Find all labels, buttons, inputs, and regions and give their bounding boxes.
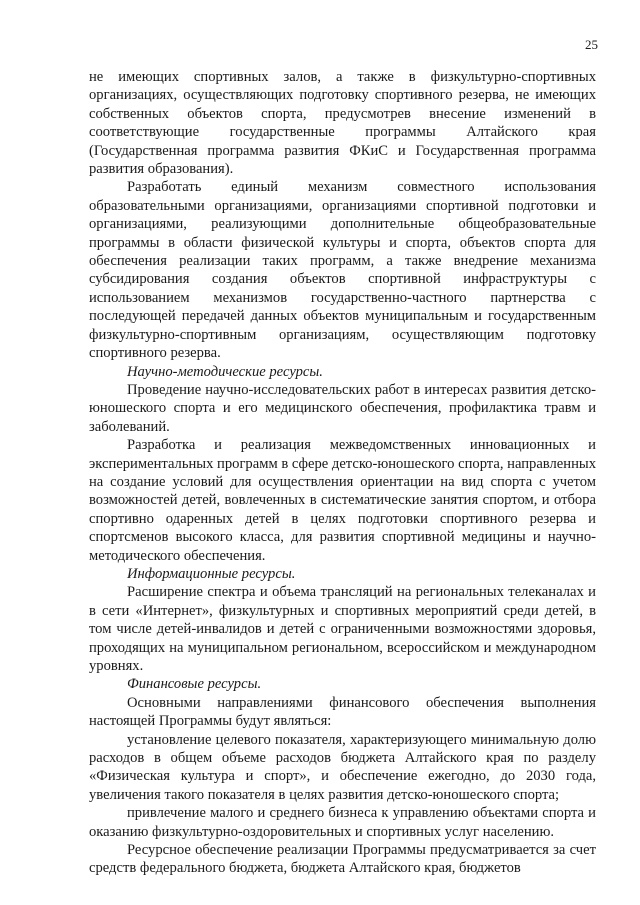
paragraph-broadcasts: Расширение спектра и объема трансляций на региональных телеканалах и в сети «Интернет», физкультурных и спортивных мероприятий среди детей, в том числе детей-инвалидов и детей с ограниченными возможностями здоровья, проходящих на муниципальном региональном, всероссийском и международном уровнях. [89, 584, 596, 674]
paragraph-financing-directions: Основными направлениями финансового обеспечения выполнения настоящей Программы будут являться: [89, 694, 596, 730]
section-heading-scientific-resources: Научно-методические ресурсы. [127, 363, 323, 380]
paragraph-resource-provision: Ресурсное обеспечение реализации Программы предусматривается за счет средств федерального бюджета, бюджета Алтайского края, бюджетов [89, 842, 596, 877]
paragraph-business-involvement: привлечение малого и среднего бизнеса к управлению объектами спорта и оказанию физкультурно-оздоровительных и спортивных услуг населению. [89, 805, 596, 840]
document-body [89, 68, 596, 878]
paragraph-continuation: не имеющих спортивных залов, а также в физкультурно-спортивных организациях, осуществляющих подготовку спортивного резерва, не имеющих собственных объектов спорта, предусмотрев внесение изменений в соответствующие государственные программы Алтайского края (Государственная программа развития ФКиС и Государственная программа развития образования). [89, 69, 596, 178]
section-heading-information-resources: Информационные ресурсы. [127, 565, 296, 582]
paragraph-research: Проведение научно-исследовательских работ в интересах развития детско-юношеского спорта и его медицинского обеспечения, профилактика травм и заболеваний. [89, 381, 596, 435]
paragraph-target-indicator: установление целевого показателя, характеризующего минимальную долю расходов в общем объеме расходов бюджета Алтайского края по разделу «Физическая культура и спорт», и обеспечение ежегодно, до 2030 года, увеличения такого показателя в целях развития детско-юношеского спорта; [89, 731, 596, 803]
page-number: 25 [585, 37, 598, 52]
section-heading-financial-resources: Финансовые ресурсы. [127, 676, 262, 693]
paragraph-programs: Разработка и реализация межведомственных инновационных и экспериментальных программ в сфере детско-юношеского спорта, направленных на создание условий для осуществления ориентации на вид спорта с учетом возможностей детей, вовлеченных в систематические занятия спортом, и отбора спортивно одаренных детей в целях подготовки спортивного резерва и спортсменов высокого класса, для развития спортивной медицины и научно-методического обеспечения. [89, 437, 596, 564]
paragraph-shared-use-mechanism: Разработать единый механизм совместного использования образовательными организациями, организациями спортивной подготовки и организациями, реализующими дополнительные общеобразовательные программы в области физической культуры и спорта, объектов спорта для обеспечения реализации таких программ, а также внедрение механизма субсидирования создания объектов спортивной инфраструктуры с использованием механизмов государственно-частного партнерства с последующей передачей данных объектов муниципальным и государственным физкультурно-спортивным организациям, осуществляющим подготовку спортивного резерва. [89, 179, 596, 362]
